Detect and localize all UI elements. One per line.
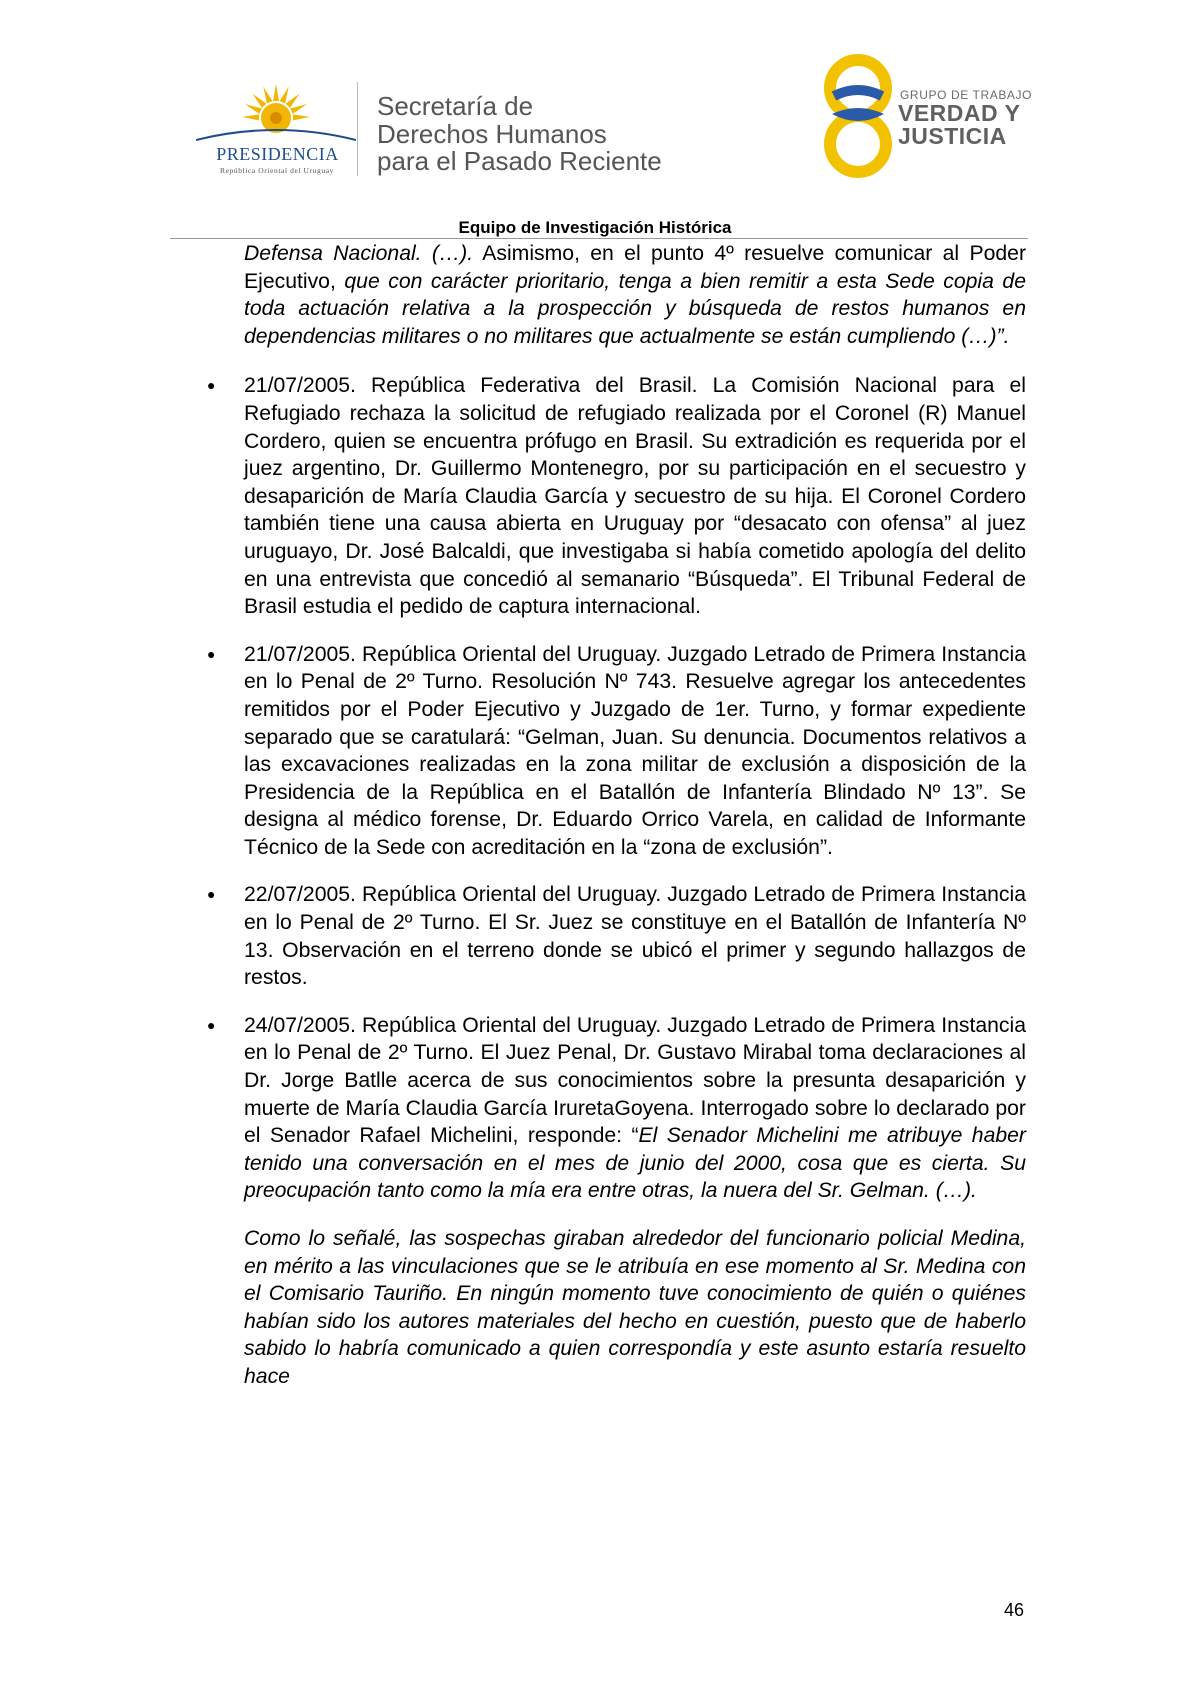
bullet-icon: ● (207, 1016, 216, 1033)
bullet4-italic: El Senador Michelini me atribuye haber tenido una conversación en el mes de junio del 2000, cosa que es cierta. Su preocupación tanto como la mía era entre otras, la nuera del Sr. Gelman. (…). (244, 1124, 1026, 1203)
gtvj-line-2: VERDAD Y (898, 100, 1021, 126)
list-item-text: 22/07/2005. República Oriental del Uruguay. Juzgado Letrado de Primera Instancia en lo Penal de 2º Turno. El Sr. Juez se constituye en el Batallón de Infantería Nº 13. Observación en el terreno donde se ubicó el primer y segundo hallazgos de restos. (244, 883, 1026, 990)
secretaria-line-2: Derechos Humanos (377, 119, 607, 149)
bullet-icon: ● (207, 377, 216, 394)
bullet4-plain: 24/07/2005. República Oriental del Uruguay. Juzgado Letrado de Primera Instancia en lo Penal de 2º Turno. El Juez Penal, Dr. Gustavo Mirabal toma declaraciones al Dr. Jorge Batlle acerca de sus conocimientos sobre la presunta desaparición y muerte de María Claudia García IruretaGoyena. Interrogado sobre lo declarado por el Senador Rafael Michelini, responde: “ (244, 1013, 1026, 1148)
secretaria-line-3: para el Pasado Reciente (377, 146, 662, 176)
intro-paragraph (244, 240, 1026, 350)
gtvj-line-3: JUSTICIA (898, 123, 1007, 149)
page-number: 46 (1004, 1600, 1025, 1620)
presidencia-subtitle: República Oriental del Uruguay (219, 166, 334, 175)
document-body (207, 240, 1027, 1391)
intro-italic-1: Defensa Nacional. (…). (244, 242, 474, 265)
gtvj-line-1: GRUPO DE TRABAJO (900, 88, 1033, 102)
list-item-text: 21/07/2005. República Federativa del Brasil. La Comisión Nacional para el Refugiado rechaza la solicitud de refugiado realizada por el Coronel (R) Manuel Cordero, quien se encuentra prófugo en Brasil. Su extradición es requerida por el juez argentino, Dr. Guillermo Montenegro, por su participación en el secuestro y desaparición de María Claudia García y secuestro de su hija. El Coronel Cordero también tiene una causa abierta en Uruguay por “desacato con ofensa” al juez uruguayo, Dr. José Balcaldi, que investigaba si había cometido apología del delito en una entrevista que concedió al semanario “Búsqueda”. El Tribunal Federal de Brasil estudia el pedido de captura internacional. (244, 374, 1026, 619)
verdad-justicia-rings-logo (818, 54, 898, 180)
presidencia-sun-logo (196, 80, 356, 180)
intro-italic-2: que con carácter prioritario, tenga a bien remitir a esta Sede copia de toda actuación relativa a la prospección y búsqueda de restos humanos en dependencias militares o no militares que actualmente se están cumpliendo (…)”. (244, 269, 1026, 348)
bullet-icon: ● (207, 645, 216, 662)
header-rule (170, 238, 1028, 239)
list-item (207, 1012, 1026, 1205)
presidencia-name: PRESIDENCIA (216, 144, 339, 164)
list-item-text (244, 1012, 1026, 1205)
list-item (207, 372, 1026, 620)
team-title: Equipo de Investigación Histórica (458, 218, 732, 237)
list-item (207, 641, 1026, 862)
header-divider (357, 82, 358, 176)
page-header (0, 0, 1190, 240)
quote-paragraph (244, 1225, 1026, 1391)
list-item-text: 21/07/2005. República Oriental del Uruguay. Juzgado Letrado de Primera Instancia en lo Penal de 2º Turno. Resolución Nº 743. Resuelve agregar los antecedentes remitidos por el Poder Ejecutivo y Juzgado de 1er. Turno, y formar expediente separado que se caratulará: “Gelman, Juan. Su denuncia. Documentos relativos a las excavaciones realizadas en la zona militar de exclusión a disposición de la Presidencia de la República en el Batallón de Infantería Blindado Nº 13”. Se designa al médico forense, Dr. Eduardo Orrico Varela, en calidad de Informante Técnico de la Sede con acreditación en la “zona de exclusión”. (244, 642, 1026, 859)
intro-plain: Asimismo, en el punto 4º resuelve comunicar al Poder Ejecutivo, (244, 242, 1027, 293)
list-item (207, 881, 1026, 991)
final-italic: Como lo señalé, las sospechas giraban alrededor del funcionario policial Medina, en mérito a las vinculaciones que se le atribuía en ese momento al Sr. Medina con el Comisario Tauriño. En ningún momento tuve conocimiento de quién o quiénes habían sido los autores materiales del hecho en cuestión, puesto que de haberlo sabido lo habría comunicado a quien correspondía y este asunto estaría resuelto hace (244, 1227, 1026, 1388)
bullet-icon: ● (207, 886, 216, 903)
secretaria-line-1: Secretaría de (377, 91, 534, 121)
